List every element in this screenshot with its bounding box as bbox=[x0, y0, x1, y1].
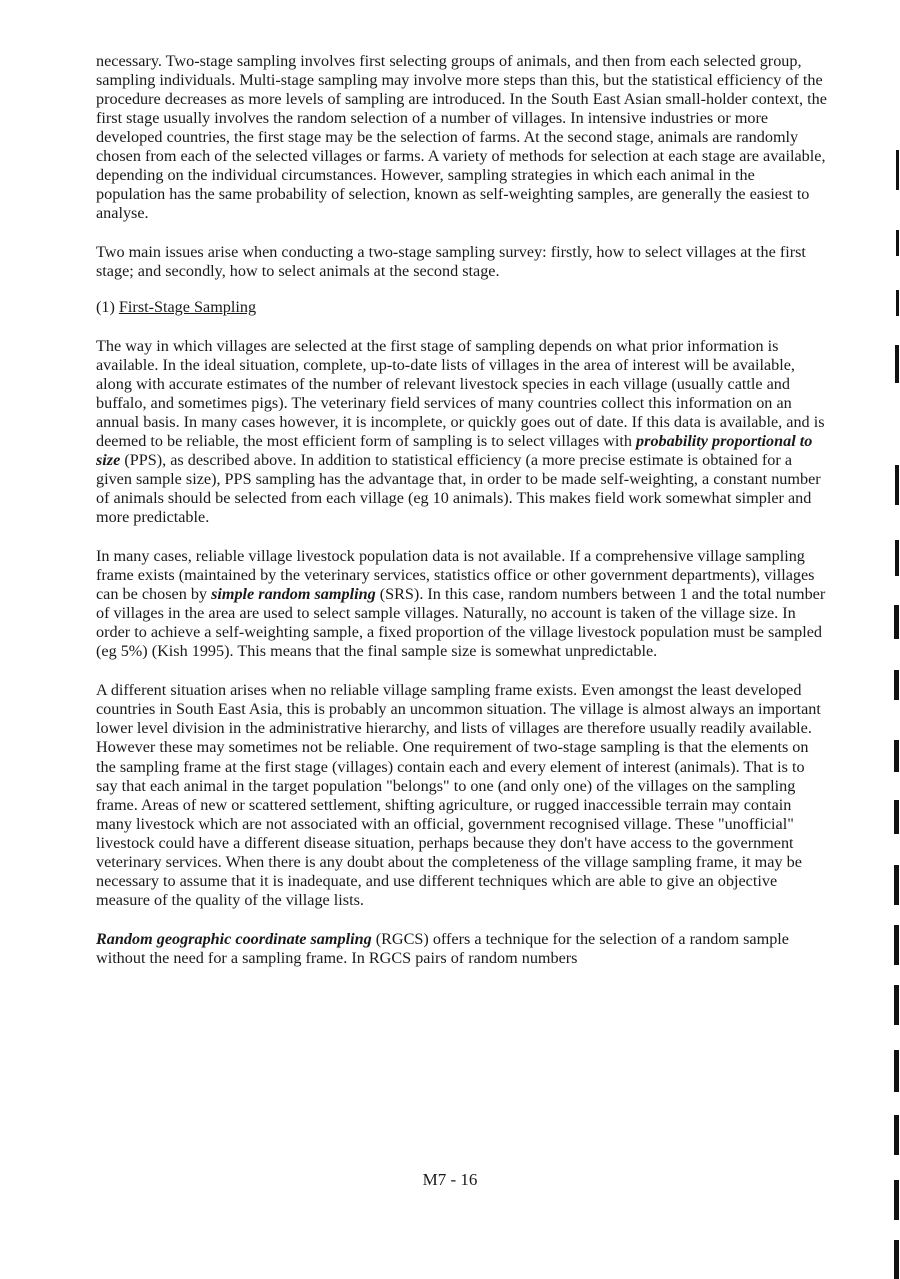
page-number: M7 - 16 bbox=[422, 1170, 478, 1189]
section-title: First-Stage Sampling bbox=[118, 297, 257, 316]
document-page bbox=[96, 52, 828, 988]
scan-artifact bbox=[894, 1240, 899, 1279]
scan-artifact bbox=[894, 800, 899, 834]
text-run: In many cases, reliable village livestock population data is not available. If a comprehensive village sampling frame exists (maintained by the veterinary services, statistics office or other government departments), villages can be chosen by bbox=[96, 547, 815, 604]
emphasized-term: Random geographic coordinate sampling bbox=[96, 929, 372, 948]
scan-artifact bbox=[895, 540, 899, 576]
text-run: (SRS). In this case, random numbers between 1 and the total number of villages in the area are used to select sample villages. Naturally, no account is taken of the village size. In order to achieve a self-weighting sample, a fixed proportion of the village livestock population must be sampled (eg 5%) (Kish 1995). This means that the final sample size is somewhat unpredictable. bbox=[96, 585, 826, 661]
paragraph-4 bbox=[96, 547, 828, 661]
scan-artifact bbox=[894, 1180, 899, 1220]
scan-artifact bbox=[894, 1115, 899, 1155]
emphasized-term: simple random sampling bbox=[211, 585, 376, 604]
section-heading bbox=[96, 298, 828, 317]
section-number: (1) bbox=[96, 297, 115, 316]
paragraph-1 bbox=[96, 52, 828, 223]
text-run: necessary. Two-stage sampling involves first selecting groups of animals, and then from each selected group, sampling individuals. Multi-stage sampling may involve more steps than this, but the statistical efficiency of the procedure decreases as more levels of sampling are introduced. In the South East Asian small-holder context, the first stage usually involves the random selection of a number of villages. In intensive industries or more developed countries, the first stage may be the selection of farms. At the second stage, animals are randomly chosen from each of the selected villages or farms. A variety of methods for selection at each stage are available, depending on the individual circumstances. However, sampling strategies in which each animal in the population has the same probability of selection, known as self-weighting samples, are generally the easiest to analyse. bbox=[96, 52, 827, 223]
text-run: A different situation arises when no reliable village sampling frame exists. Even amongst the least developed countries in South East Asia, this is probably an uncommon situation. The village is almost always an important lower level division in the administrative hierarchy, and lists of villages are therefore usually readily available. However these may sometimes not be reliable. One requirement of two-stage sampling is that the elements on the sampling frame at the first stage (villages) contain each and every element of interest (animals). That is to say that each animal in the target population "belongs" to one (and only one) of the villages on the sampling frame. Areas of new or scattered settlement, shifting agriculture, or rugged inaccessible terrain may contain many livestock which are not associated with an official, government recognised village. These "unofficial" livestock could have a different disease situation, perhaps because they don't have access to the government veterinary services. When there is any doubt about the completeness of the village sampling frame, it may be necessary to assume that it is inadequate, and use different techniques which are able to give an objective measure of the quality of the village lists. bbox=[96, 681, 821, 909]
paragraph-3 bbox=[96, 337, 828, 527]
paragraph-5 bbox=[96, 681, 828, 910]
paragraph-2 bbox=[96, 243, 828, 281]
scan-artifact bbox=[894, 670, 899, 700]
emphasized-term: probability proportional to size bbox=[96, 431, 813, 469]
scan-artifact bbox=[894, 605, 899, 639]
text-run: Two main issues arise when conducting a two-stage sampling survey: firstly, how to select villages at the first stage; and secondly, how to select animals at the second stage. bbox=[96, 243, 806, 281]
text-run: (RGCS) offers a technique for the selection of a random sample without the need for a sampling frame. In RGCS pairs of random numbers bbox=[96, 929, 789, 967]
scan-artifact bbox=[894, 985, 899, 1025]
scan-artifact bbox=[896, 230, 899, 256]
scan-artifact bbox=[894, 925, 899, 965]
scan-artifact bbox=[894, 865, 899, 905]
paragraph-6 bbox=[96, 930, 828, 968]
scan-artifact bbox=[894, 1050, 899, 1092]
text-run: (PPS), as described above. In addition to statistical efficiency (a more precise estimate is obtained for a given sample size), PPS sampling has the advantage that, in order to be made self-weighting, a constant number of animals should be selected from each village (eg 10 animals). This makes field work somewhat simpler and more predictable. bbox=[96, 450, 821, 526]
scan-artifact bbox=[896, 150, 899, 190]
scan-artifact bbox=[895, 345, 899, 383]
text-run: The way in which villages are selected at the first stage of sampling depends on what prior information is available. In the ideal situation, complete, up-to-date lists of villages in the area of interest will be available, along with accurate estimates of the number of relevant livestock species in each village (usually cattle and buffalo, and sometimes pigs). The veterinary field services of many countries collect this information on an annual basis. In many cases however, it is incomplete, or quickly goes out of date. If this data is available, and is deemed to be reliable, the most efficient form of sampling is to select villages with bbox=[96, 336, 825, 450]
scan-artifact bbox=[896, 290, 899, 316]
scan-artifact bbox=[895, 465, 899, 505]
scan-artifact bbox=[894, 740, 899, 772]
